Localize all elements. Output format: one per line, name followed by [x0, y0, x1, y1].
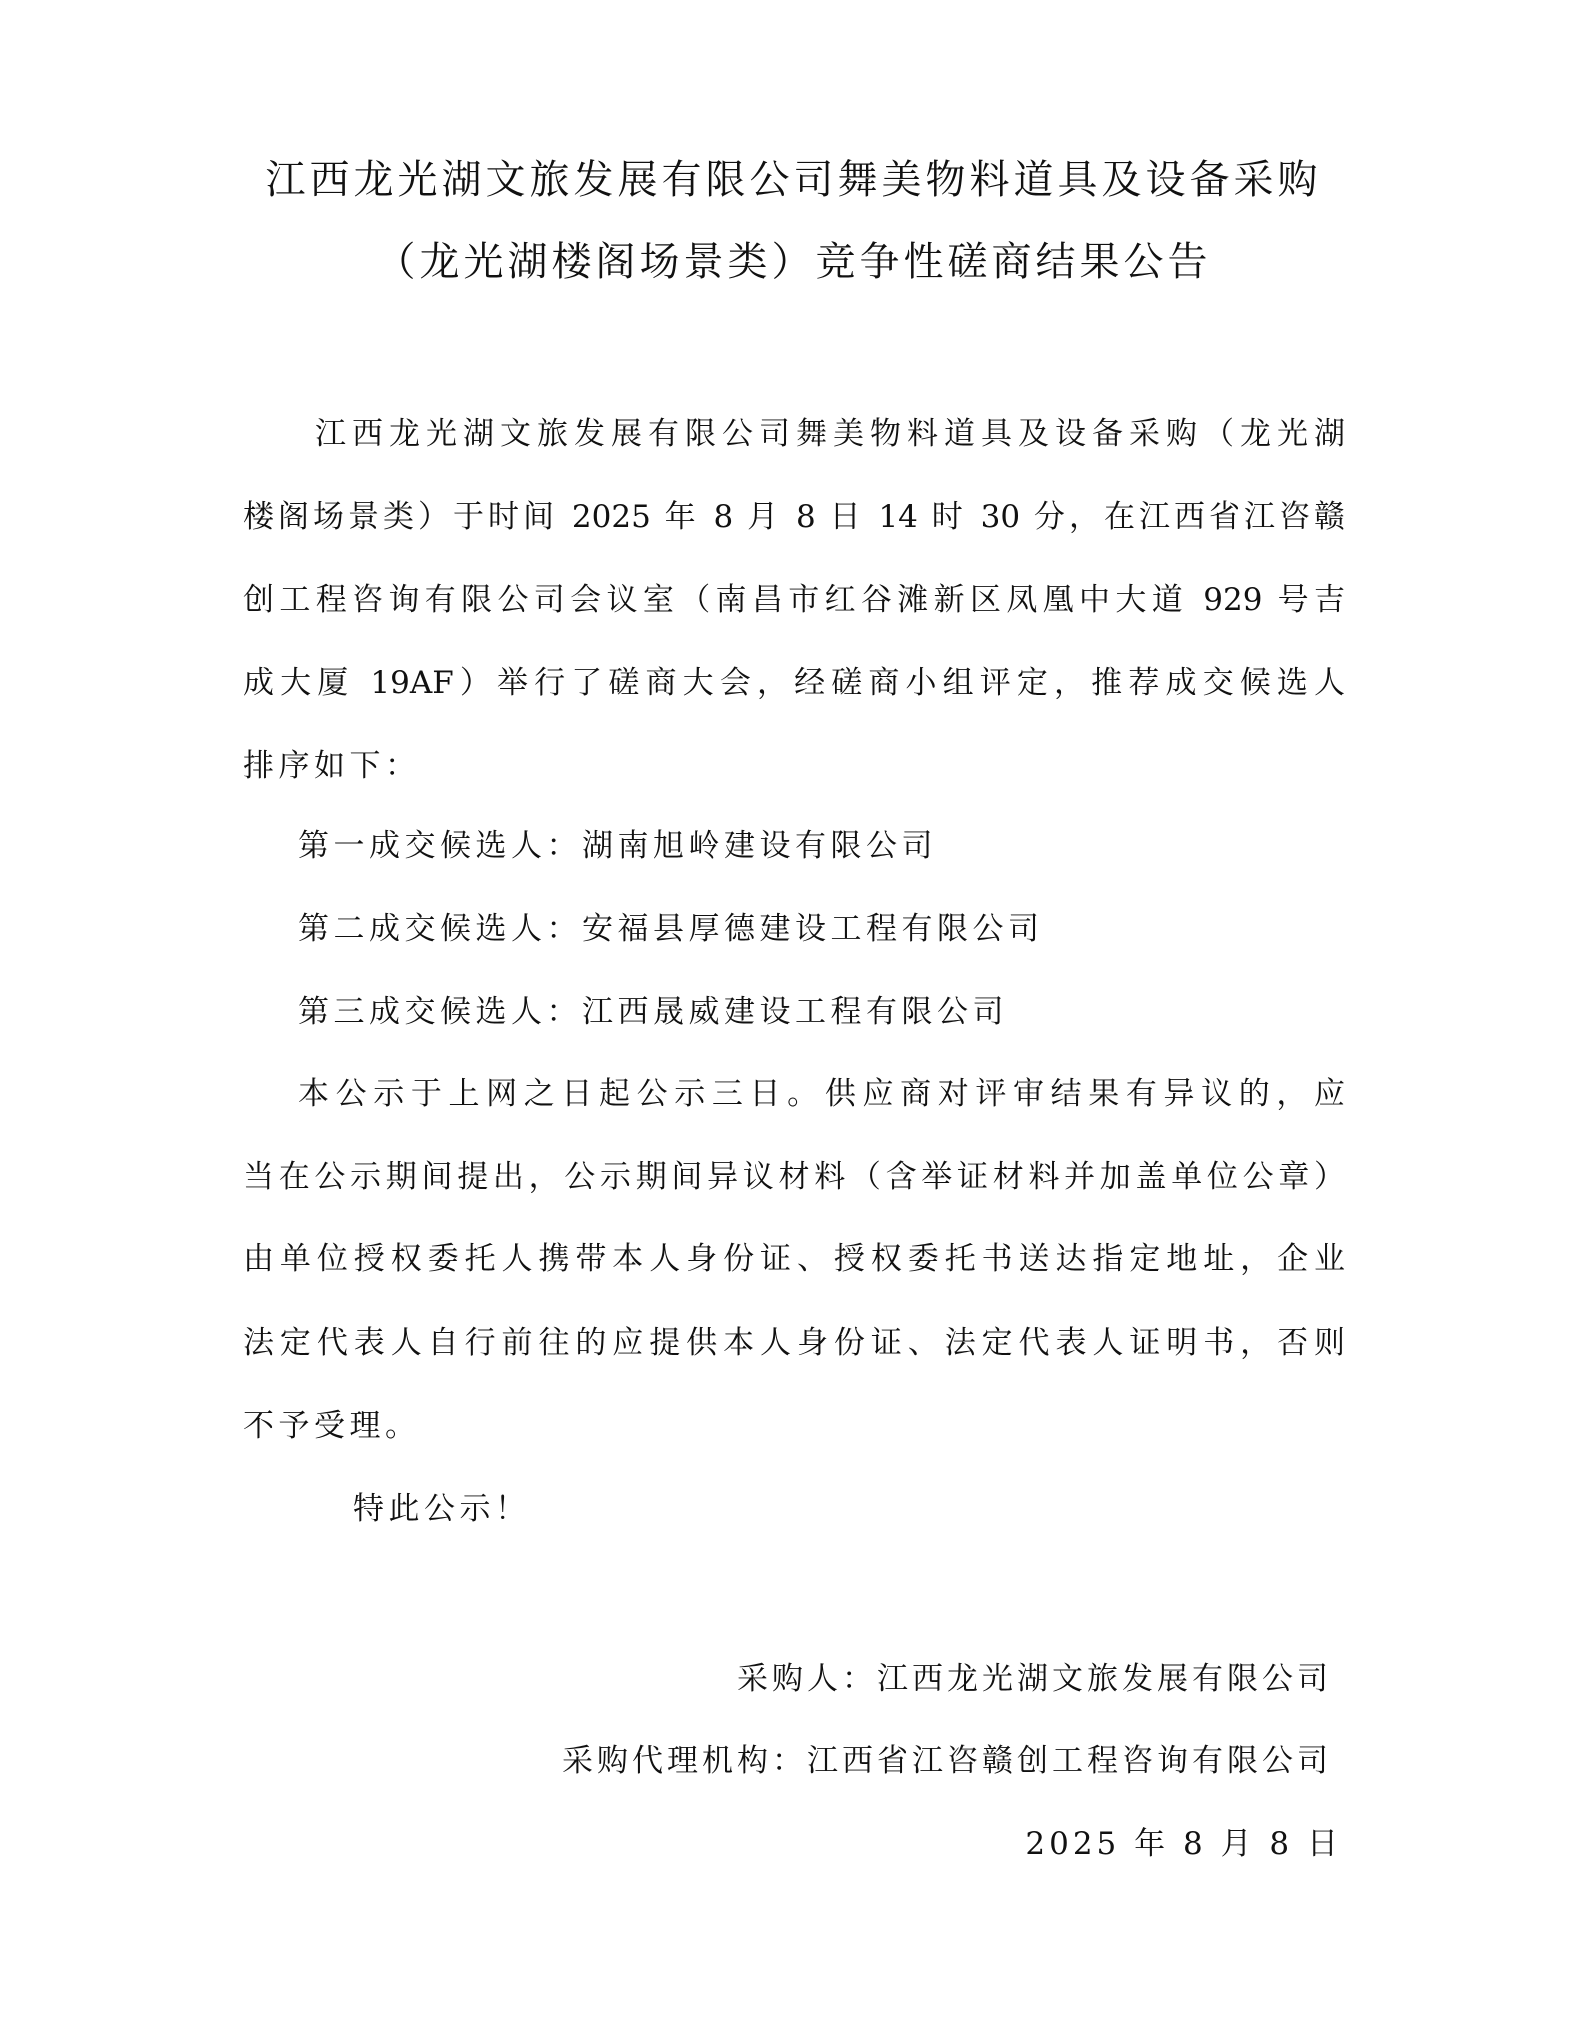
candidate-2 [298, 909, 1044, 949]
purchaser-name: 江西龙光湖文旅发展有限公司 [877, 1661, 1332, 1697]
paragraph-1-line-3: 创工程咨询有限公司会议室（南昌市红谷滩新区凤凰中大道 929 号吉 [243, 582, 1345, 618]
closing-statement: 特此公示！ [353, 1491, 531, 1527]
signature-agency [562, 1741, 1332, 1781]
paragraph-2-line-1: 本公示于上网之日起公示三日。供应商对评审结果有异议的，应 [298, 1076, 1345, 1112]
candidate-1 [298, 826, 937, 866]
paragraph-2-line-4: 法定代表人自行前往的应提供本人身份证、法定代表人证明书，否则 [243, 1325, 1345, 1361]
purchaser-label: 采购人： [737, 1661, 877, 1697]
agency-label: 采购代理机构： [562, 1743, 807, 1779]
candidate-3-rank: 第三成交候选人： [298, 994, 582, 1030]
candidate-3 [298, 992, 1008, 1032]
title-line-1: 江西龙光湖文旅发展有限公司舞美物料道具及设备采购 [265, 157, 1322, 203]
signature-purchaser [737, 1659, 1332, 1699]
title-line-2: （龙光湖楼阁场景类）竞争性磋商结果公告 [375, 239, 1212, 285]
paragraph-2-line-5: 不予受理。 [243, 1408, 421, 1444]
agency-name: 江西省江咨赣创工程咨询有限公司 [807, 1743, 1332, 1779]
paragraph-1-line-1: 江西龙光湖文旅发展有限公司舞美物料道具及设备采购（龙光湖 [315, 416, 1345, 452]
candidate-2-rank: 第二成交候选人： [298, 911, 582, 947]
candidate-1-rank: 第一成交候选人： [298, 828, 582, 864]
candidate-3-company: 江西晟威建设工程有限公司 [582, 994, 1008, 1030]
paragraph-1-line-4: 成大厦 19AF）举行了磋商大会，经磋商小组评定，推荐成交候选人 [243, 665, 1345, 701]
candidate-2-company: 安福县厚德建设工程有限公司 [582, 911, 1044, 947]
paragraph-1-line-5: 排序如下： [243, 748, 421, 784]
paragraph-1-line-2: 楼阁场景类）于时间 2025 年 8 月 8 日 14 时 30 分，在江西省江咨赣 [243, 499, 1345, 535]
paragraph-2-line-2: 当在公示期间提出，公示期间异议材料（含举证材料并加盖单位公章） [243, 1159, 1345, 1195]
candidate-1-company: 湖南旭岭建设有限公司 [582, 828, 937, 864]
paragraph-2-line-3: 由单位授权委托人携带本人身份证、授权委托书送达指定地址，企业 [243, 1241, 1345, 1277]
signature-date: 2025 年 8 月 8 日 [1025, 1826, 1342, 1862]
